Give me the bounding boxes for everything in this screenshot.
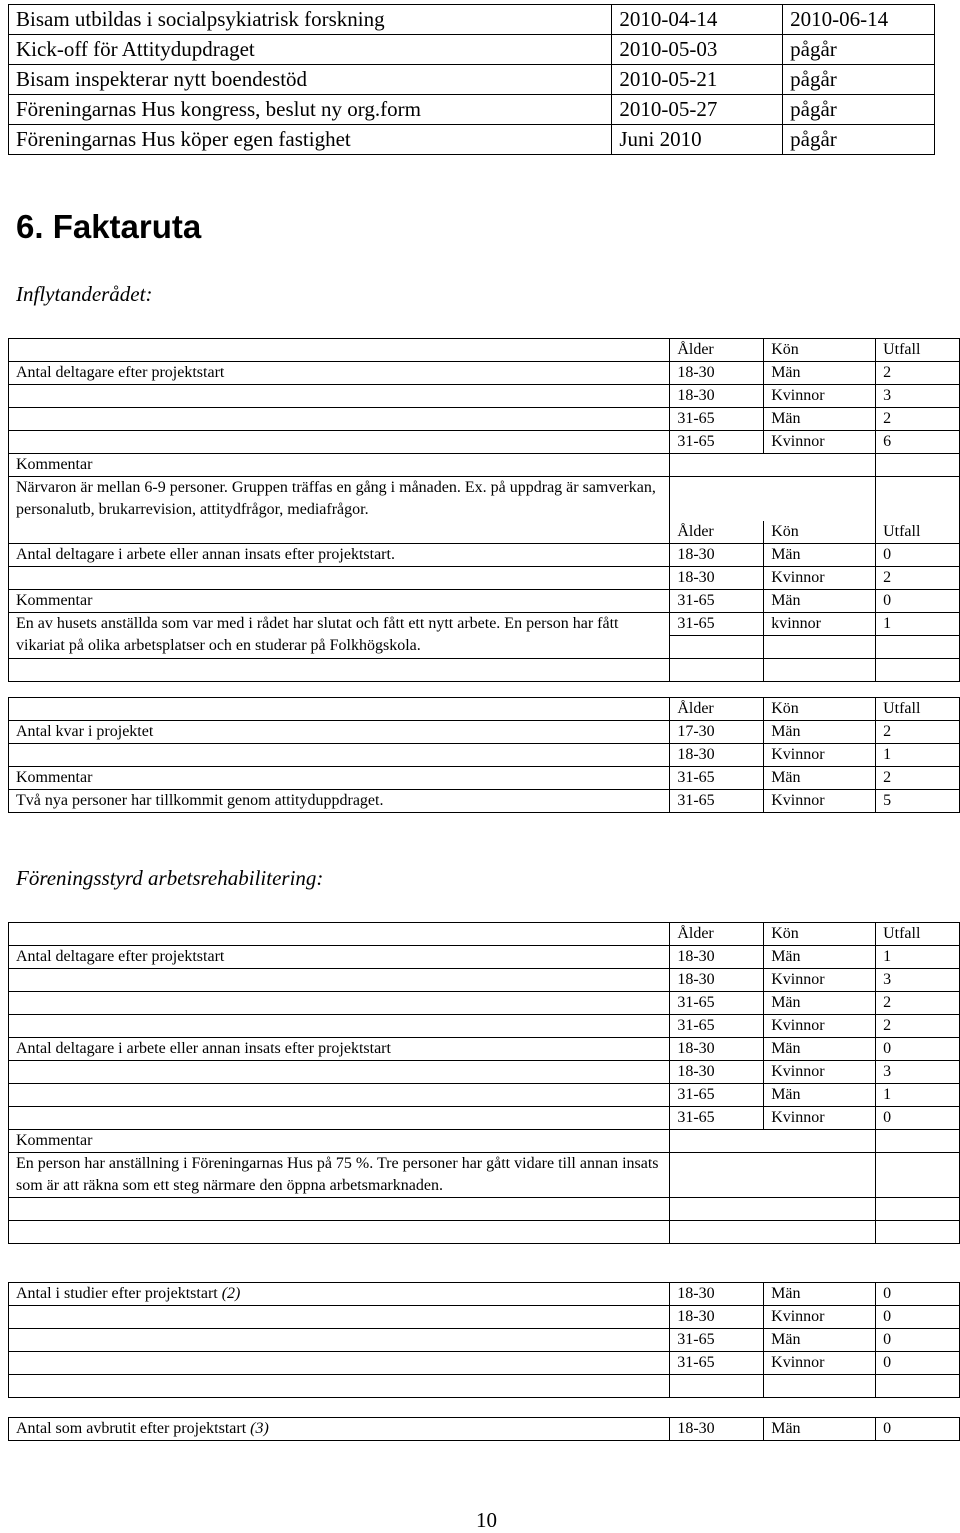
result-cell: 0	[876, 1107, 960, 1130]
end-date-cell: 2010-06-14	[783, 5, 935, 35]
comment-label: Kommentar	[9, 767, 670, 790]
table-row	[9, 477, 960, 522]
section-title: 6. Faktaruta	[16, 208, 202, 245]
age-cell: 31-65	[670, 613, 764, 636]
row-label: Antal deltagare efter projektstart	[9, 362, 670, 385]
activity-cell: Bisam inspekterar nytt boendestöd	[9, 65, 612, 95]
result-cell: 2	[876, 721, 960, 744]
gender-cell: Män	[764, 408, 876, 431]
age-header: Ålder	[670, 923, 764, 946]
page-number: 10	[476, 1508, 497, 1532]
result-cell: 0	[876, 1329, 960, 1352]
table-row	[9, 65, 935, 95]
gender-cell: Män	[764, 544, 876, 567]
table-row	[9, 35, 935, 65]
table-row	[9, 1375, 960, 1398]
comment-label: Kommentar	[9, 454, 670, 477]
result-cell: 1	[876, 946, 960, 969]
age-header: Ålder	[670, 339, 764, 362]
age-cell: 31-65	[670, 790, 764, 813]
table-row	[9, 946, 960, 969]
gender-cell: kvinnor	[764, 613, 876, 636]
comment-text: Närvaron är mellan 6-9 personer. Gruppen träffas en gång i månaden. Ex. på uppdrag är samverkan, personalutb, brukarrevision, attitydfrågor, mediafrågor.	[9, 477, 670, 522]
age-cell: 18-30	[670, 567, 764, 590]
start-date-cell: Juni 2010	[612, 125, 783, 155]
table-row	[9, 408, 960, 431]
table-row	[9, 567, 960, 590]
result-cell: 3	[876, 969, 960, 992]
forenings-table	[8, 922, 960, 1244]
row-label: Antal deltagare i arbete eller annan insats efter projektstart.	[9, 544, 670, 567]
activity-cell: Föreningarnas Hus köper egen fastighet	[9, 125, 612, 155]
age-cell: 31-65	[670, 408, 764, 431]
table-row	[9, 767, 960, 790]
gender-cell: Kvinnor	[764, 744, 876, 767]
table-row	[9, 385, 960, 408]
table-row	[9, 362, 960, 385]
table-row	[9, 992, 960, 1015]
gender-cell: Män	[764, 946, 876, 969]
table-row	[9, 1130, 960, 1153]
age-cell: 31-65	[670, 1084, 764, 1107]
age-cell: 31-65	[670, 992, 764, 1015]
gender-header: Kön	[764, 923, 876, 946]
table-row	[9, 1418, 960, 1441]
gender-cell: Kvinnor	[764, 969, 876, 992]
table-row	[9, 1107, 960, 1130]
age-header: Ålder	[670, 698, 764, 721]
age-cell: 18-30	[670, 385, 764, 408]
table-row	[9, 544, 960, 567]
result-cell: 0	[876, 1352, 960, 1375]
table-row	[9, 454, 960, 477]
header-row	[9, 698, 960, 721]
gender-cell: Män	[764, 362, 876, 385]
result-cell: 2	[876, 567, 960, 590]
result-cell: 2	[876, 1015, 960, 1038]
table-row	[9, 1221, 960, 1244]
gender-cell: Kvinnor	[764, 1061, 876, 1084]
start-date-cell: 2010-05-03	[612, 35, 783, 65]
age-cell: 18-30	[670, 362, 764, 385]
inflytande-table-1	[8, 338, 960, 682]
activity-cell: Bisam utbildas i socialpsykiatrisk forskning	[9, 5, 612, 35]
gender-cell: Kvinnor	[764, 567, 876, 590]
comment-text: En person har anställning i Föreningarnas Hus på 75 %. Tre personer har gått vidare till annan insats som är att räkna som ett steg närmare den öppna arbetsmarknaden.	[9, 1153, 670, 1198]
age-cell: 18-30	[670, 1418, 764, 1441]
result-cell: 3	[876, 1061, 960, 1084]
inflytande-table-2	[8, 697, 960, 813]
age-cell: 18-30	[670, 544, 764, 567]
age-cell: 31-65	[670, 1352, 764, 1375]
table-row	[9, 1061, 960, 1084]
table-row	[9, 5, 935, 35]
table-row	[9, 790, 960, 813]
table-row	[9, 95, 935, 125]
age-cell: 18-30	[670, 1283, 764, 1306]
row-label: Antal deltagare i arbete eller annan insats efter projektstart	[9, 1038, 670, 1061]
row-label	[9, 1283, 670, 1306]
result-header: Utfall	[876, 339, 960, 362]
table-row	[9, 1198, 960, 1221]
table-row	[9, 1352, 960, 1375]
age-cell: 31-65	[670, 1015, 764, 1038]
age-cell: 31-65	[670, 1329, 764, 1352]
abort-note: (3)	[250, 1420, 269, 1437]
result-cell: 1	[876, 1084, 960, 1107]
gender-cell: Kvinnor	[764, 385, 876, 408]
schedule-table	[8, 4, 935, 155]
result-cell: 2	[876, 767, 960, 790]
start-date-cell: 2010-05-27	[612, 95, 783, 125]
result-cell: 2	[876, 408, 960, 431]
table-row	[9, 1306, 960, 1329]
activity-cell: Kick-off för Attitydupdraget	[9, 35, 612, 65]
gender-header: Kön	[764, 698, 876, 721]
gender-cell: Män	[764, 1084, 876, 1107]
abort-label: Antal som avbrutit efter projektstart	[16, 1420, 247, 1437]
gender-cell: Kvinnor	[764, 1306, 876, 1329]
table-row	[9, 431, 960, 454]
result-header: Utfall	[876, 923, 960, 946]
gender-header: Kön	[764, 521, 876, 544]
gender-cell: Män	[764, 1283, 876, 1306]
table-row	[9, 125, 935, 155]
gender-cell: Män	[764, 1418, 876, 1441]
comment-text: Två nya personer har tillkommit genom attityduppdraget.	[9, 790, 670, 813]
end-date-cell: pågår	[783, 95, 935, 125]
table-row	[9, 1329, 960, 1352]
age-cell: 18-30	[670, 1306, 764, 1329]
row-label: Antal kvar i projektet	[9, 721, 670, 744]
age-cell: 31-65	[670, 590, 764, 613]
gender-cell: Kvinnor	[764, 1107, 876, 1130]
gender-cell: Män	[764, 992, 876, 1015]
gender-cell: Kvinnor	[764, 1015, 876, 1038]
age-cell: 17-30	[670, 721, 764, 744]
gender-cell: Kvinnor	[764, 1352, 876, 1375]
age-cell: 31-65	[670, 1107, 764, 1130]
study-label: Antal i studier efter projektstart	[16, 1285, 218, 1302]
gender-cell: Män	[764, 590, 876, 613]
study-table	[8, 1282, 960, 1398]
result-cell: 0	[876, 590, 960, 613]
start-date-cell: 2010-04-14	[612, 5, 783, 35]
gender-header: Kön	[764, 339, 876, 362]
result-header: Utfall	[876, 521, 960, 544]
row-label: Antal deltagare efter projektstart	[9, 946, 670, 969]
gender-cell: Kvinnor	[764, 790, 876, 813]
result-cell: 0	[876, 1283, 960, 1306]
table-row	[9, 659, 960, 682]
comment-label: Kommentar	[9, 590, 670, 613]
age-cell: 18-30	[670, 969, 764, 992]
table-row	[9, 613, 960, 636]
result-cell: 1	[876, 744, 960, 767]
table-row	[9, 1153, 960, 1198]
result-cell: 0	[876, 1306, 960, 1329]
result-cell: 3	[876, 385, 960, 408]
result-cell: 0	[876, 1418, 960, 1441]
result-cell: 6	[876, 431, 960, 454]
end-date-cell: pågår	[783, 125, 935, 155]
gender-cell: Kvinnor	[764, 431, 876, 454]
table-row	[9, 1084, 960, 1107]
gender-cell: Män	[764, 721, 876, 744]
age-header: Ålder	[670, 521, 764, 544]
comment-text: En av husets anställda som var med i rådet har slutat och fått ett nytt arbete. En person har fått vikariat på olika arbetsplatser och en studerar på Folkhögskola.	[9, 613, 670, 659]
comment-label: Kommentar	[9, 1130, 670, 1153]
row-label	[9, 1418, 670, 1441]
table-row	[9, 969, 960, 992]
result-cell: 5	[876, 790, 960, 813]
forenings-heading: Föreningsstyrd arbetsrehabilitering:	[16, 866, 324, 890]
header-row	[9, 521, 960, 544]
study-note: (2)	[221, 1285, 241, 1302]
end-date-cell: pågår	[783, 65, 935, 95]
header-row	[9, 339, 960, 362]
age-cell: 18-30	[670, 1061, 764, 1084]
table-row	[9, 1015, 960, 1038]
gender-cell: Män	[764, 1038, 876, 1061]
end-date-cell: pågår	[783, 35, 935, 65]
result-cell: 0	[876, 1038, 960, 1061]
inflytande-heading: Inflytanderådet:	[16, 282, 153, 306]
activity-cell: Föreningarnas Hus kongress, beslut ny org.form	[9, 95, 612, 125]
table-row	[9, 744, 960, 767]
table-row	[9, 590, 960, 613]
table-row	[9, 1283, 960, 1306]
result-header: Utfall	[876, 698, 960, 721]
age-cell: 18-30	[670, 946, 764, 969]
age-cell: 31-65	[670, 767, 764, 790]
table-row	[9, 1038, 960, 1061]
result-cell: 2	[876, 992, 960, 1015]
age-cell: 18-30	[670, 744, 764, 767]
abort-table	[8, 1417, 960, 1441]
age-cell: 18-30	[670, 1038, 764, 1061]
result-cell: 1	[876, 613, 960, 636]
result-cell: 0	[876, 544, 960, 567]
header-row	[9, 923, 960, 946]
gender-cell: Män	[764, 767, 876, 790]
table-row	[9, 721, 960, 744]
start-date-cell: 2010-05-21	[612, 65, 783, 95]
gender-cell: Män	[764, 1329, 876, 1352]
result-cell: 2	[876, 362, 960, 385]
age-cell: 31-65	[670, 431, 764, 454]
